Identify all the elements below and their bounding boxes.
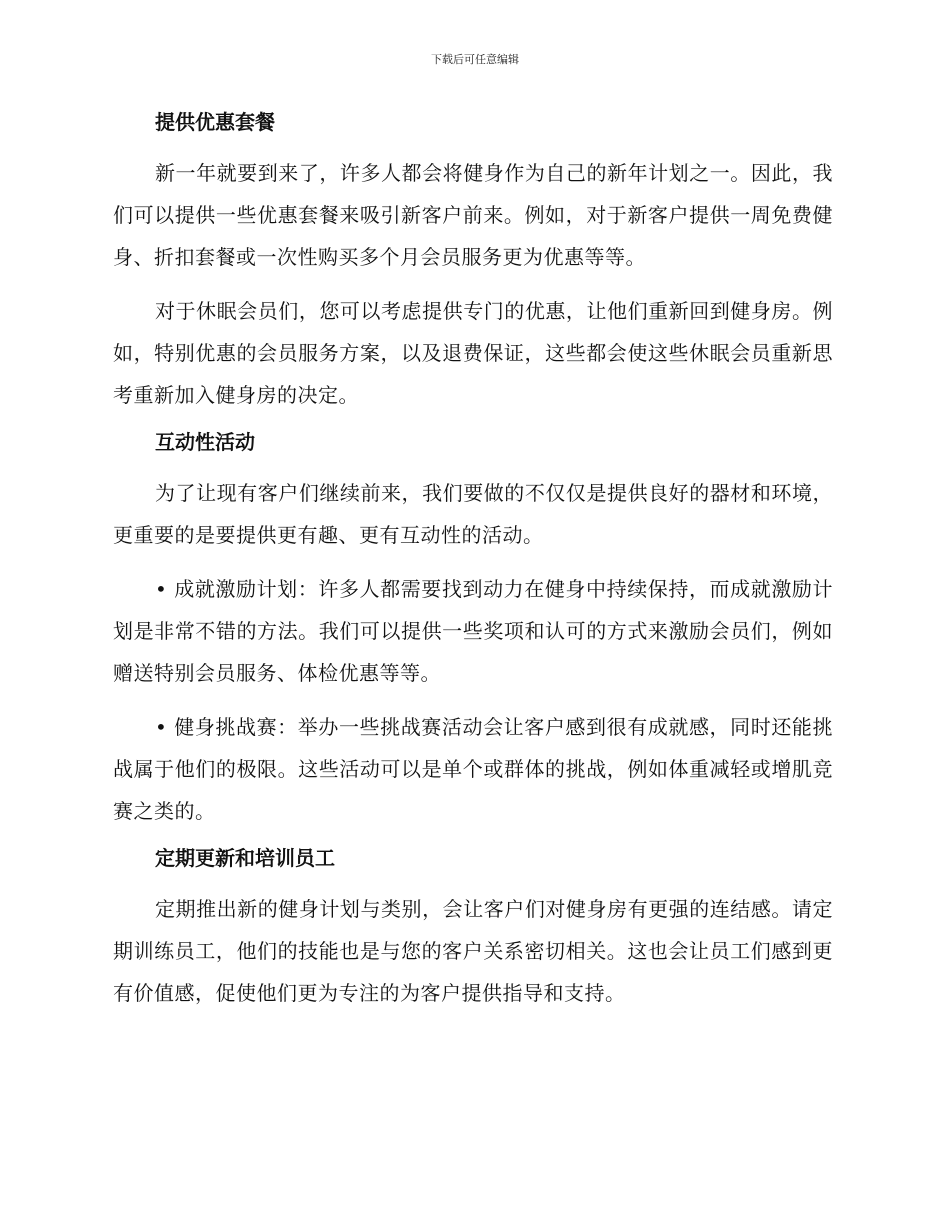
bullet-paragraph: • 健身挑战赛：举办一些挑战赛活动会让客户感到很有成就感，同时还能挑战属于他们的极限。这些活动可以是单个或群体的挑战，例如体重减轻或增肌竞赛之类的。 bbox=[113, 715, 833, 823]
section-heading: 互动性活动 bbox=[155, 430, 255, 454]
section-heading: 定期更新和培训员工 bbox=[155, 846, 335, 870]
bullet-paragraph: • 成就激励计划：许多人都需要找到动力在健身中持续保持，而成就激励计划是非常不错的方法。我们可以提供一些奖项和认可的方式来激励会员们，例如赠送特别会员服务、体检优惠等等。 bbox=[113, 577, 833, 685]
paragraph: 定期推出新的健身计划与类别，会让客户们对健身房有更强的连结感。请定期训练员工，他们的技能也是与您的客户关系密切相关。这也会让员工们感到更有价值感，促使他们更为专注的为客户提供指导和支持。 bbox=[113, 897, 833, 1005]
paragraph: 新一年就要到来了，许多人都会将健身作为自己的新年计划之一。因此，我们可以提供一些优惠套餐来吸引新客户前来。例如，对于新客户提供一周免费健身、折扣套餐或一次性购买多个月会员服务更为优惠等等。 bbox=[113, 161, 833, 269]
document-body bbox=[113, 108, 833, 1026]
page-header: 下载后可任意编辑 bbox=[431, 53, 519, 66]
section-heading: 提供优惠套餐 bbox=[155, 110, 275, 134]
paragraph: 对于休眠会员们，您可以考虑提供专门的优惠，让他们重新回到健身房。例如，特别优惠的会员服务方案，以及退费保证，这些都会使这些休眠会员重新思考重新加入健身房的决定。 bbox=[113, 299, 833, 407]
paragraph: 为了让现有客户们继续前来，我们要做的不仅仅是提供良好的器材和环境，更重要的是要提供更有趣、更有互动性的活动。 bbox=[113, 481, 833, 547]
